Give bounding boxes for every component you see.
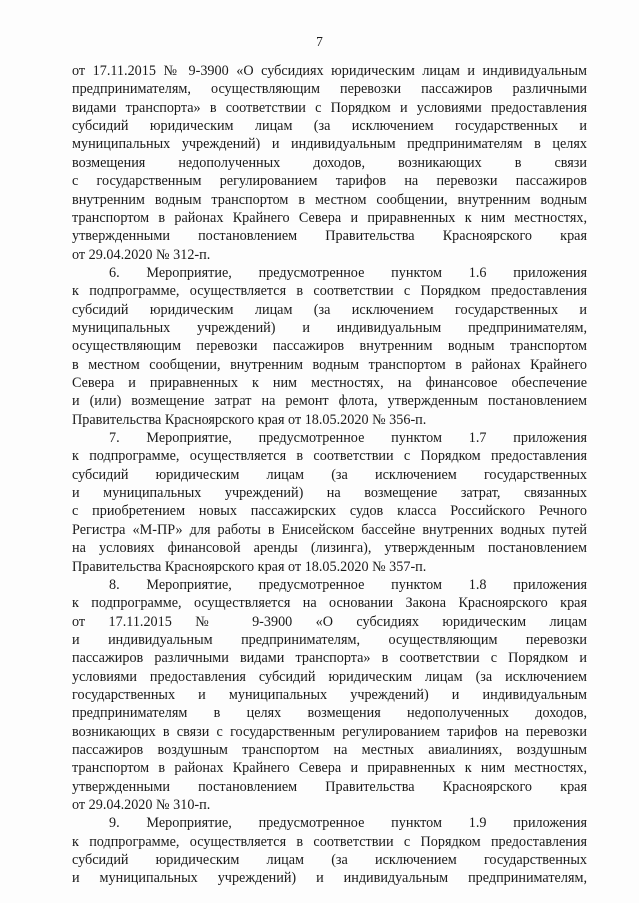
text-line: осуществляющим перевозки пассажиров внутренним водным транспортом: [72, 338, 587, 355]
text-line: к подпрограмме, осуществляется в соответствии с Порядком предоставления: [72, 448, 587, 465]
text-line: субсидий юридическим лицам (за исключением государственных и: [72, 118, 587, 135]
text-line: муниципальных учреждений) и индивидуальным предпринимателям,: [72, 319, 587, 336]
text-line: утвержденными постановлением Правительства Красноярского края: [72, 228, 587, 245]
text-line: Правительства Красноярского края от 18.05.2020 № 357-п.: [72, 558, 427, 575]
text-line: от 29.04.2020 № 312-п.: [72, 246, 211, 263]
text-line: субсидий юридическим лицам (за исключением государственных и: [72, 301, 587, 318]
text-line: возникающих в связи с государственным регулированием тарифов на перевозки: [72, 723, 587, 740]
text-line: субсидий юридическим лицам (за исключением государственных: [72, 466, 587, 483]
text-line: в местном сообщении, внутренним водным транспортом в районах Крайнего: [72, 356, 587, 373]
text-line: с государственным регулированием тарифов на перевозки пассажиров: [72, 173, 587, 190]
text-line: от 17.11.2015 № 9-3900 «О субсидиях юридическим лицам: [72, 613, 587, 630]
text-line: от 29.04.2020 № 310-п.: [72, 797, 211, 813]
text-line: субсидий юридическим лицам (за исключением государственных: [72, 852, 587, 869]
text-line: условиями предоставления субсидий юридическим лицам (за исключением: [72, 668, 587, 685]
text-line: Регистра «М-ПР» для работы в Енисейском бассейне внутренних водных путей: [72, 521, 587, 538]
text-line: 9. Мероприятие, предусмотренное пунктом 1.9 приложения: [109, 815, 587, 832]
text-line: к подпрограмме, осуществляется в соответствии с Порядком предоставления: [72, 833, 587, 850]
text-line: с приобретением новых пассажирских судов класса Российского Речного: [72, 503, 587, 520]
page-number: 7: [316, 34, 323, 49]
text-line: от 17.11.2015 № 9-3900 «О субсидиях юридическим лицам и индивидуальным: [72, 63, 587, 79]
text-line: государственных и муниципальных учреждений) и индивидуальным: [72, 686, 587, 703]
text-line: Правительства Красноярского края от 18.05.2020 № 356-п.: [72, 411, 427, 428]
text-line: муниципальных учреждений) и индивидуальным предпринимателям в целях: [72, 136, 587, 153]
text-line: и муниципальных учреждений) на возмещение затрат, связанных: [72, 485, 587, 502]
text-line: пассажиров различными видами транспорта» в соответствии с Порядком и: [72, 650, 587, 667]
text-line: предпринимателям, осуществляющим перевозки пассажиров различными: [72, 81, 587, 98]
text-line: к подпрограмме, осуществляется в соответствии с Порядком предоставления: [72, 283, 587, 300]
text-line: на условиях финансовой аренды (лизинга), утвержденным постановлением: [72, 540, 587, 557]
text-line: Севера и приравненных к ним местностях, на финансовое обеспечение: [72, 375, 587, 391]
text-line: и индивидуальным предпринимателям, осуществляющим перевозки: [72, 631, 587, 648]
text-line: и (или) возмещение затрат на ремонт флота, утвержденным постановлением: [72, 393, 587, 410]
text-line: к подпрограмме, осуществляется на основании Закона Красноярского края: [72, 595, 587, 612]
text-line: предпринимателям в целях возмещения недополученных доходов,: [72, 705, 587, 722]
text-line: внутренним водным транспортом в местном сообщении, внутренним водным: [72, 191, 587, 208]
text-line: 6. Мероприятие, предусмотренное пунктом 1.6 приложения: [109, 264, 587, 281]
text-line: транспортом в районах Крайнего Севера и приравненных к ним местностях,: [72, 760, 587, 777]
text-line: 7. Мероприятие, предусмотренное пунктом 1.7 приложения: [109, 430, 587, 446]
text-line: и муниципальных учреждений) и индивидуальным предпринимателям,: [72, 870, 587, 887]
text-line: 8. Мероприятие, предусмотренное пунктом 1.8 приложения: [109, 576, 587, 593]
text-line: транспортом в районах Крайнего Севера и приравненных к ним местностях,: [72, 209, 587, 226]
text-line: утвержденными постановлением Правительства Красноярского края: [72, 778, 587, 795]
text-line: видами транспорта» в соответствии с Порядком и условиями предоставления: [72, 99, 587, 116]
text-line: возмещения недополученных доходов, возникающих в связи: [72, 154, 587, 171]
text-line: пассажиров воздушным транспортом на местных авиалиниях, воздушным: [72, 742, 587, 758]
